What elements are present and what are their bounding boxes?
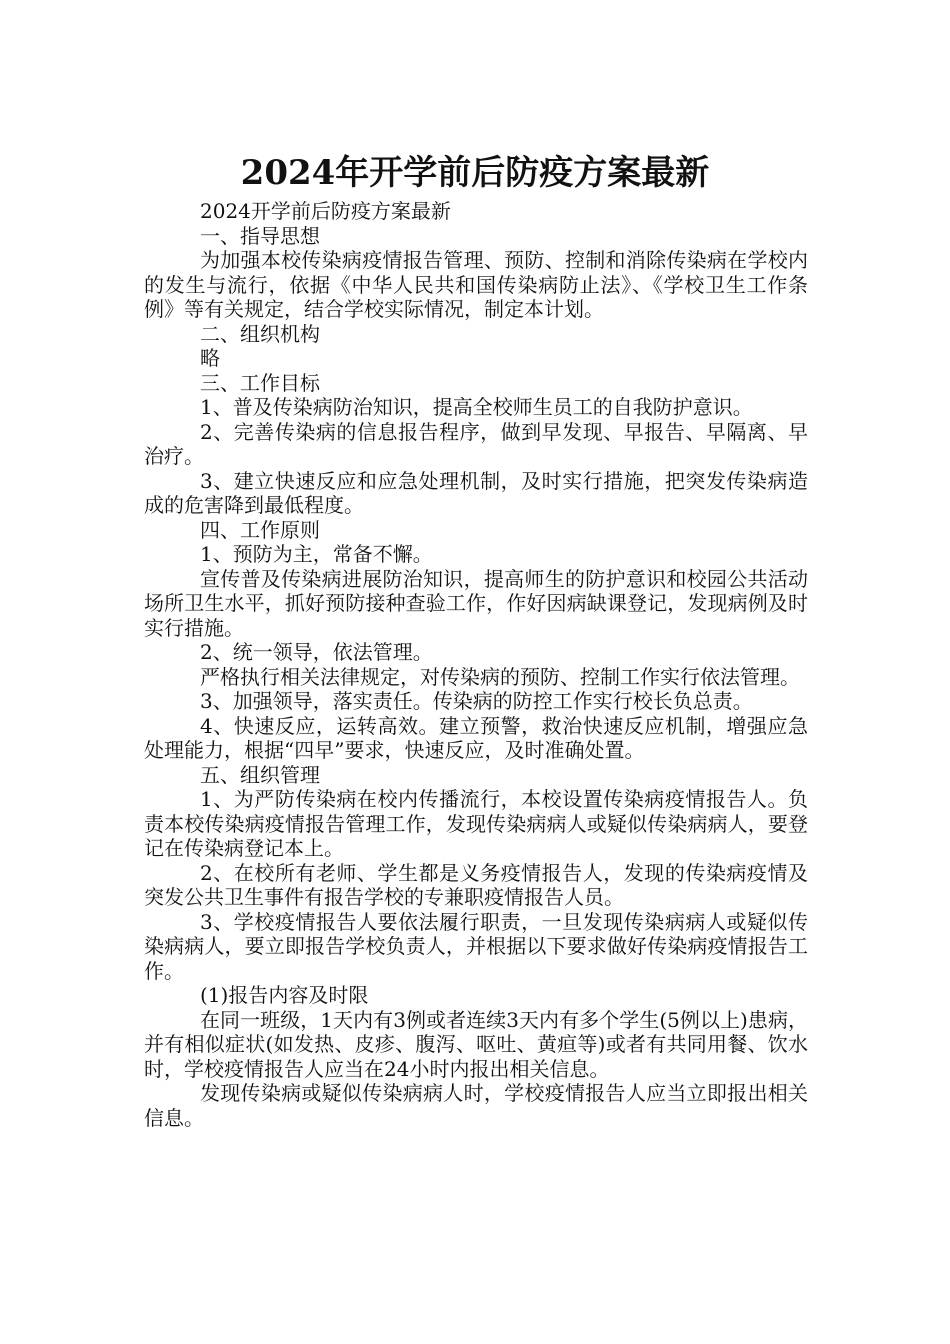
paragraph: 1、普及传染病防治知识，提高全校师生员工的自我防护意识。	[200, 395, 753, 419]
section-heading-work-principles: 四、工作原则	[200, 517, 320, 542]
section-heading-work-goals: 三、工作目标	[200, 370, 320, 395]
paragraph-subtitle: 2024开学前后防疫方案最新	[200, 199, 451, 223]
subheading-report-content: (1)报告内容及时限	[200, 983, 369, 1007]
paragraph: 3、学校疫情报告人要依法履行职责，一旦发现传染病病人或疑似传染病病人，要立即报告学校负责人，并根据以下要求做好传染病疫情报告工作。	[144, 909, 808, 983]
paragraph: 2、统一领导，依法管理。	[200, 640, 433, 664]
paragraph: 1、为严防传染病在校内传播流行，本校设置传染病疫情报告人。负责本校传染病疫情报告管理工作，发现传染病病人或疑似传染病病人，要登记在传染病登记本上。	[144, 787, 808, 860]
document-title: 2024年开学前后防疫方案最新	[240, 152, 710, 193]
paragraph: 2、完善传染病的信息报告程序，做到早发现、早报告、早隔离、早治疗。	[144, 419, 808, 468]
paragraph: 略	[200, 346, 220, 370]
paragraph: 发现传染病或疑似传染病病人时，学校疫情报告人应当立即报出相关信息。	[144, 1081, 808, 1130]
section-heading-organization: 二、组织机构	[200, 321, 320, 346]
section-heading-organization-management: 五、组织管理	[200, 762, 320, 787]
document-body	[144, 199, 808, 1130]
paragraph: 3、建立快速反应和应急处理机制，及时实行措施，把突发传染病造成的危害降到最低程度。	[144, 468, 808, 517]
paragraph: 1、预防为主，常备不懈。	[200, 542, 433, 566]
paragraph: 2、在校所有老师、学生都是义务疫情报告人，发现的传染病疫情及突发公共卫生事件有报告学校的专兼职疫情报告人员。	[144, 860, 808, 909]
section-heading-guiding-ideology: 一、指导思想	[200, 223, 320, 248]
paragraph: 3、加强领导，落实责任。传染病的防控工作实行校长负总责。	[200, 689, 753, 713]
paragraph: 在同一班级，1天内有3例或者连续3天内有多个学生(5例以上)患病，并有相似症状(如发热、皮疹、腹泻、呕吐、黄疸等)或者有共同用餐、饮水时，学校疫情报告人应当在24小时内报出相关信息。	[144, 1007, 808, 1081]
paragraph: 宣传普及传染病进展防治知识，提高师生的防护意识和校园公共活动场所卫生水平，抓好预防接种查验工作，作好因病缺课登记，发现病例及时实行措施。	[144, 566, 808, 640]
paragraph: 为加强本校传染病疫情报告管理、预防、控制和消除传染病在学校内的发生与流行，依据《中华人民共和国传染病防止法》、《学校卫生工作条例》等有关规定，结合学校实际情况，制定本计划。	[144, 248, 808, 321]
paragraph: 4、快速反应，运转高效。建立预警，救治快速反应机制，增强应急处理能力，根据“四早”要求，快速反应，及时准确处置。	[144, 713, 808, 762]
paragraph: 严格执行相关法律规定，对传染病的预防、控制工作实行依法管理。	[200, 664, 800, 689]
